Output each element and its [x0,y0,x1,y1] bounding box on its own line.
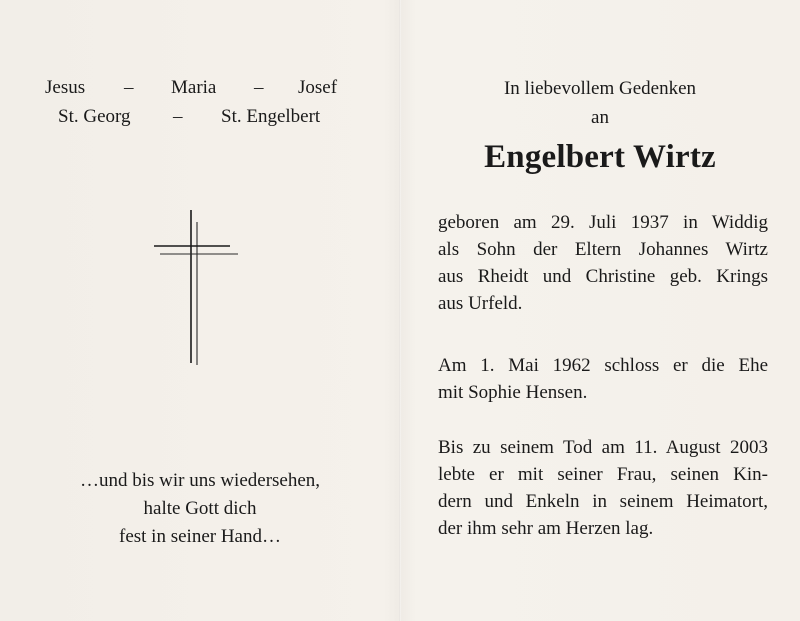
verse-line: halte Gott dich [143,498,257,519]
text-line: Am 1. Mai 1962 schloss er die Ehe [438,355,768,376]
deceased-name: Engelbert Wirtz [484,139,716,175]
biography-paragraph-marriage [438,352,768,406]
right-panel [400,0,800,621]
text-line: als Sohn der Eltern Johannes Wirtz [438,239,768,260]
text-line: geboren am 29. Juli 1937 in Widdig [438,212,768,233]
text-line: lebte er mit seiner Frau, seinen Kin- [438,464,768,485]
name-st-georg: St. Georg [58,106,131,127]
biography-paragraph-death [438,434,768,542]
text-line: mit Sophie Hensen. [438,382,588,403]
farewell-verse [20,467,380,551]
dash: – [124,77,134,98]
verse-line: …und bis wir uns wiedersehen, [79,470,321,491]
memorial-heading: In liebevollem Gedenken [503,78,697,99]
text-line: aus Urfeld. [438,293,523,314]
text-line: aus Rheidt und Christine geb. Krings [438,266,768,287]
text-line: der ihm sehr am Herzen lag. [438,518,654,539]
name-maria: Maria [171,77,217,98]
cross-icon [150,208,242,368]
holy-family-names [0,78,400,98]
verse-line: fest in seiner Hand… [119,526,281,547]
text-line: Bis zu seinem Tod am 11. August 2003 [438,437,768,458]
name-st-engelbert: St. Engelbert [221,106,321,127]
name-josef: Josef [298,77,338,98]
dash: – [173,106,183,127]
saints-names [0,107,400,127]
memorial-heading-an: an [591,107,609,128]
name-jesus: Jesus [45,77,86,98]
biography-paragraph-birth [438,209,768,317]
dash: – [254,77,264,98]
text-line: dern und Enkeln in seinem Heimatort, [438,491,768,512]
